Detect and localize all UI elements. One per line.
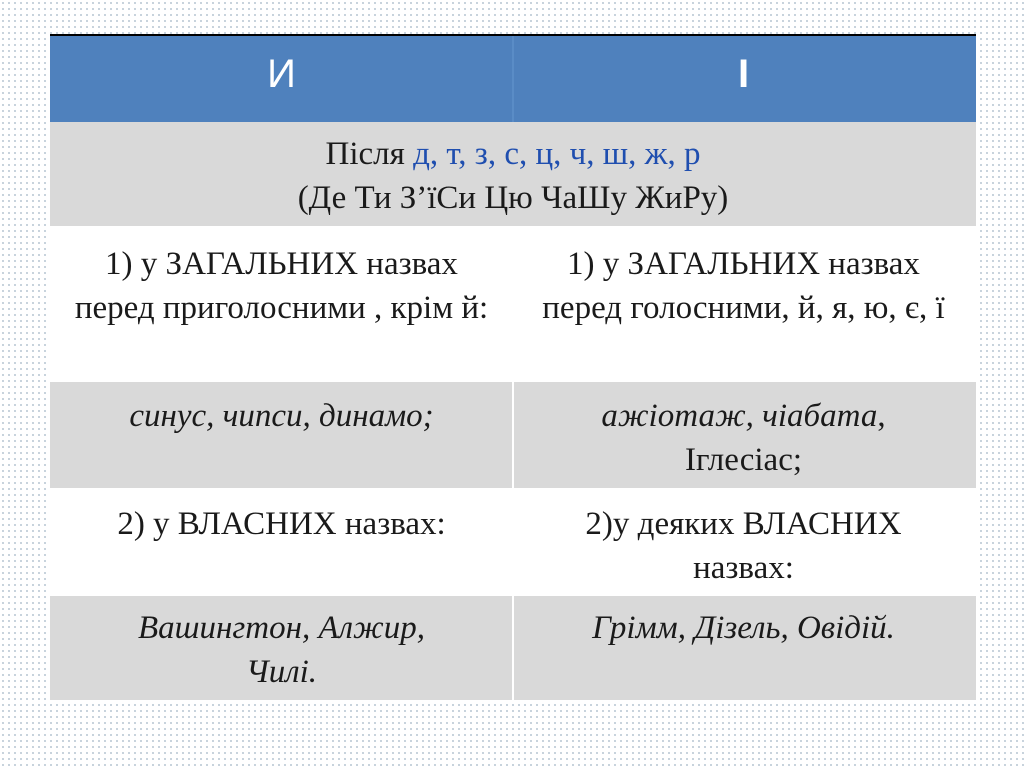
table-header bbox=[50, 36, 976, 122]
row2-right-plain: , Іглесіас; bbox=[684, 398, 886, 478]
header-right: І bbox=[737, 52, 750, 96]
row4-left: Вашингтон, Алжир, Чилі. bbox=[137, 610, 425, 690]
table-row bbox=[50, 382, 976, 488]
rule-text bbox=[50, 122, 976, 226]
table-row bbox=[50, 488, 976, 596]
rule-letters: д, т, з, с, ц, ч, ш, ж, р bbox=[413, 136, 701, 172]
row1-right: 1) у ЗАГАЛЬНИХ назвах перед голосними, й, я, ю, є, ї bbox=[542, 246, 945, 326]
row4-right: Грімм, Дізель, Овідій. bbox=[592, 610, 895, 646]
comparison-table bbox=[50, 34, 976, 700]
row1-left: 1) у ЗАГАЛЬНИХ назвах перед приголосними , крім й: bbox=[74, 246, 489, 326]
header-left: И bbox=[267, 52, 296, 96]
row2-right-italic: ажіотаж, чіабата bbox=[601, 398, 878, 434]
table-row bbox=[50, 596, 976, 700]
table-row bbox=[50, 228, 976, 382]
rule-row bbox=[50, 122, 976, 226]
rule-prefix: Після bbox=[325, 136, 414, 172]
row2-left: синус, чипси, динамо; bbox=[129, 398, 434, 434]
row3-left: 2) у ВЛАСНИХ назвах: bbox=[117, 506, 446, 542]
row3-right: 2)у деяких ВЛАСНИХ назвах: bbox=[585, 506, 902, 586]
rule-mnemonic: (Де Ти З’їСи Цю ЧаШу ЖиРу) bbox=[297, 180, 729, 216]
row2-right bbox=[513, 382, 974, 488]
